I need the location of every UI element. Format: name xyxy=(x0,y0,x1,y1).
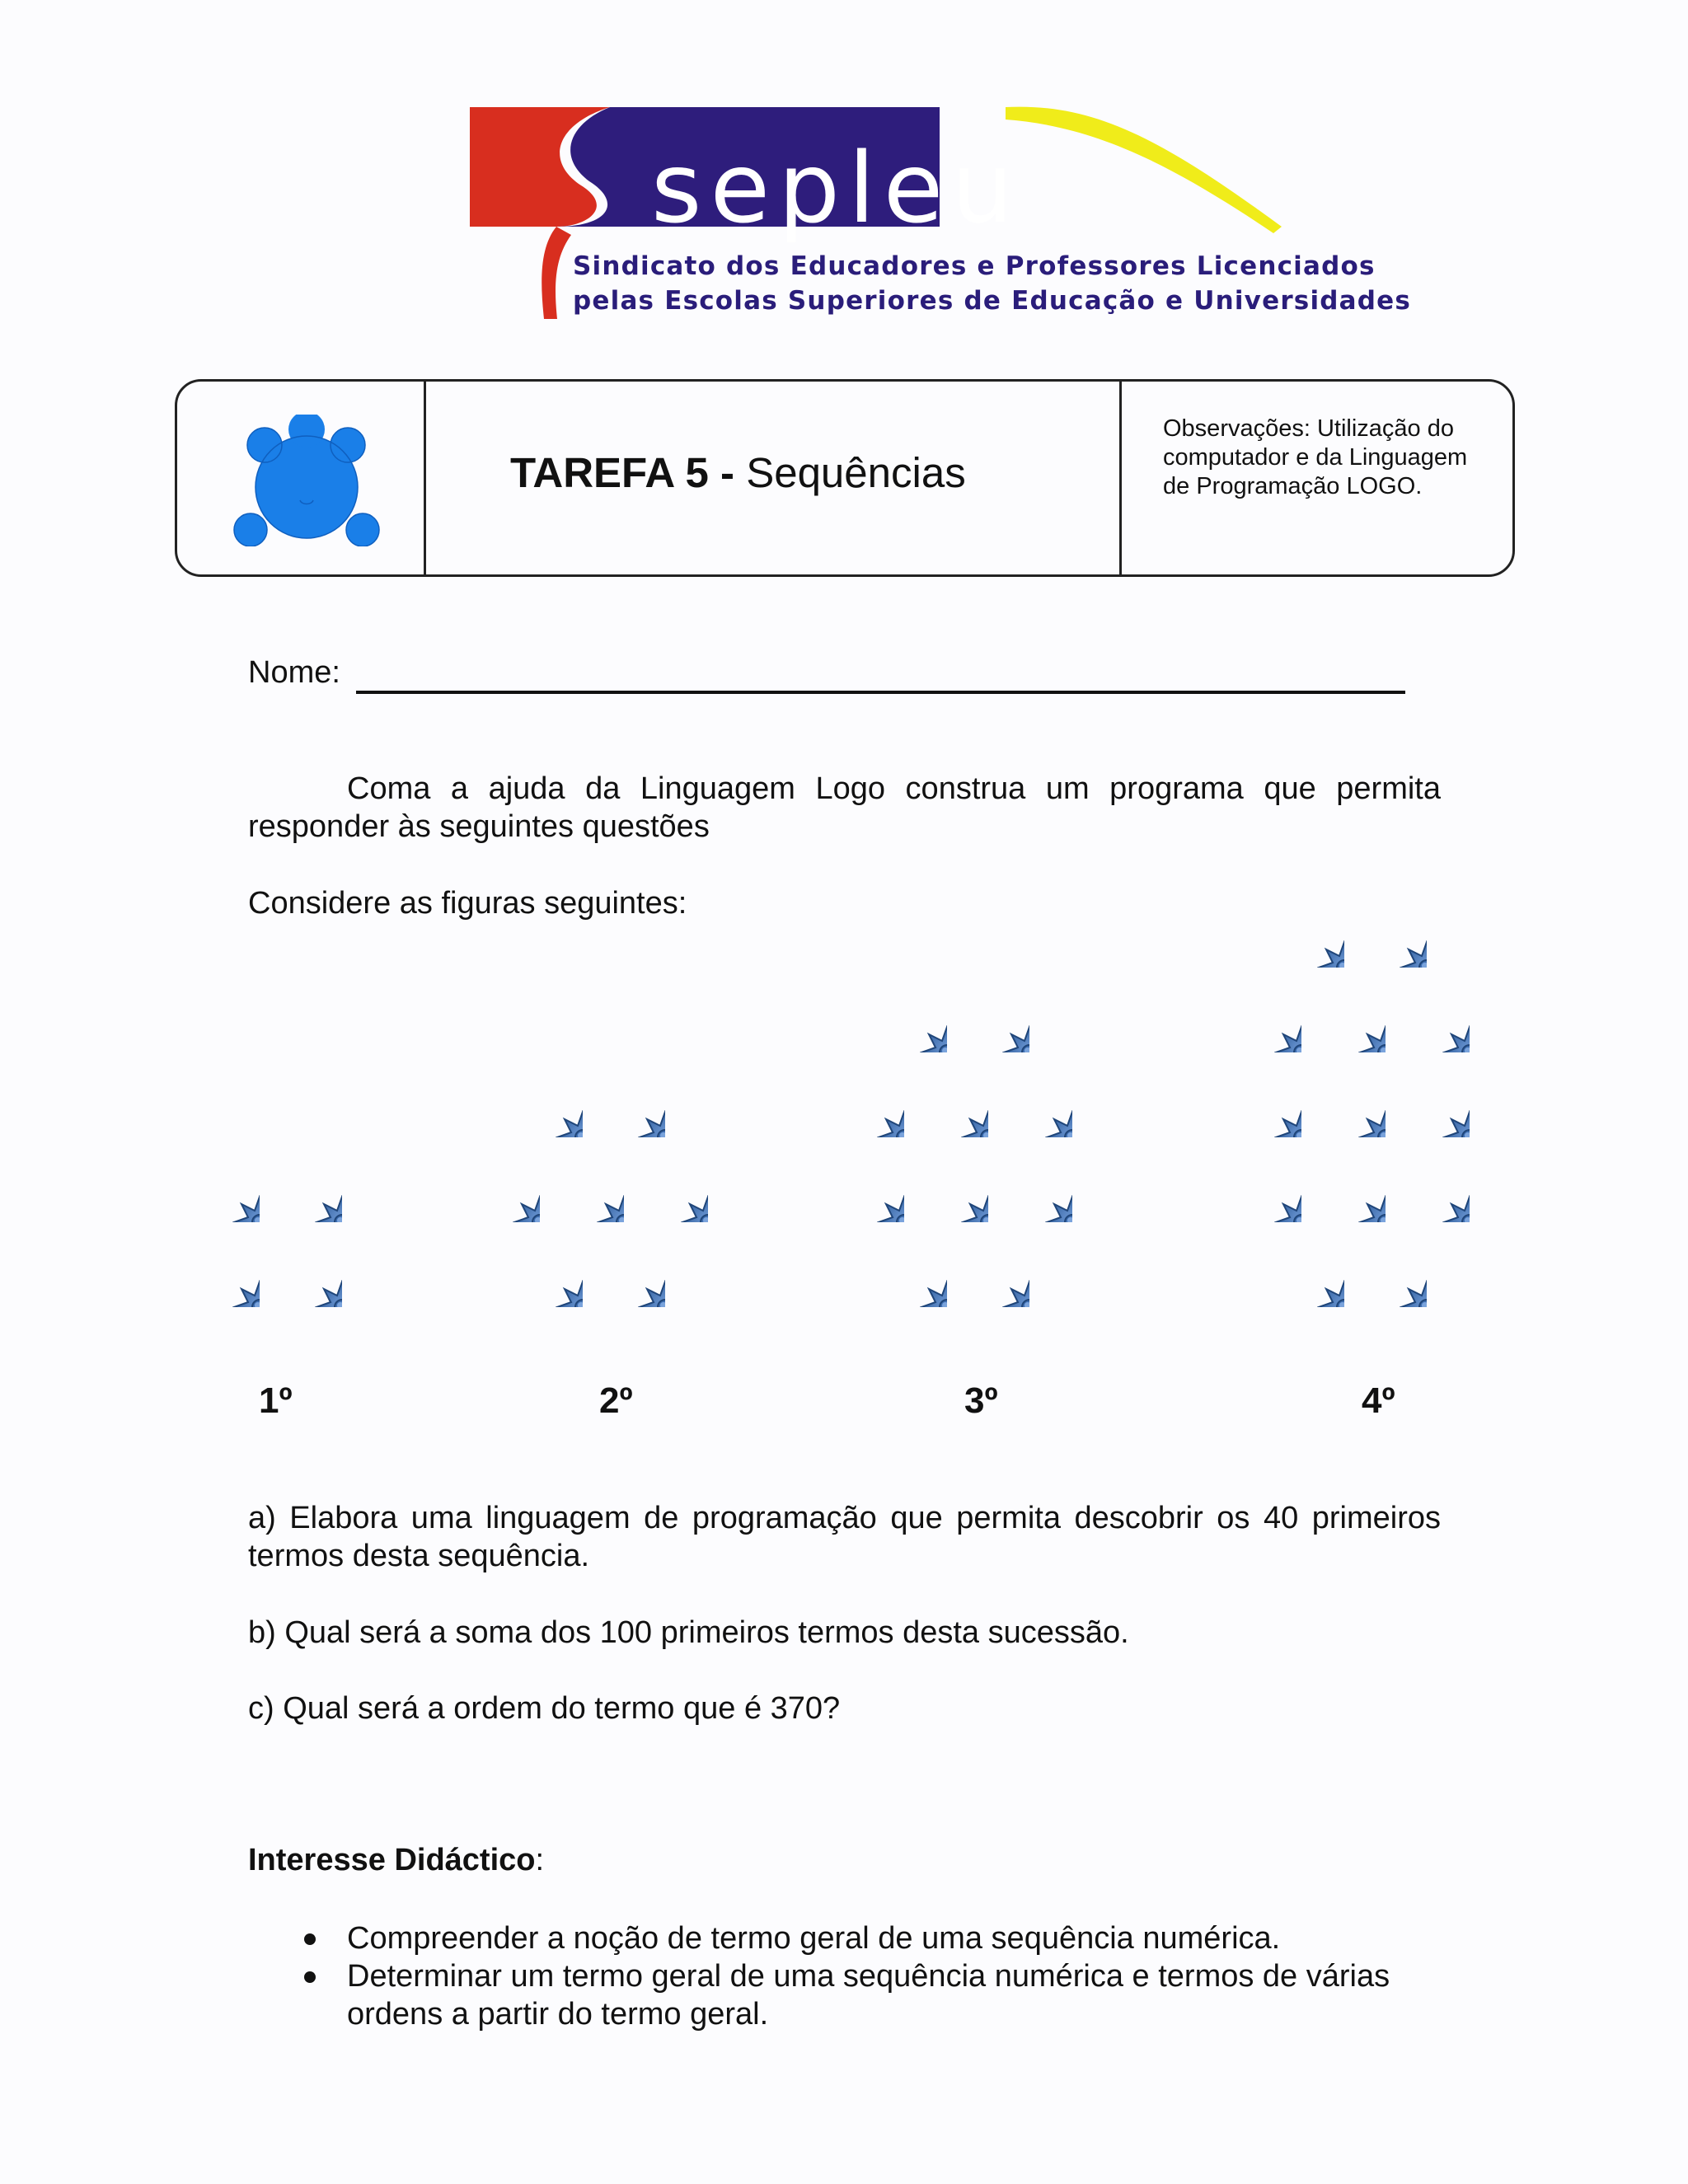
flower-icon xyxy=(1331,1168,1386,1222)
question-b: b) Qual será a soma dos 100 primeiros termos desta sucessão. xyxy=(248,1615,1129,1650)
flower-icon xyxy=(654,1168,708,1222)
consider-text: Considere as figuras seguintes: xyxy=(248,886,687,921)
flower-icon xyxy=(1372,913,1427,968)
logo-wordmark: sepleu xyxy=(651,131,1022,245)
bullet-icon xyxy=(304,1933,316,1945)
logo-tagline-1: Sindicato dos Educadores e Professores Licenciados xyxy=(573,251,1376,281)
didactic-list xyxy=(347,1919,1410,2033)
question-a: a) Elabora uma linguagem de programação que permita descobrir os 40 primeiros termos desta sequência. xyxy=(248,1501,1441,1573)
didactic-heading xyxy=(248,1841,544,1879)
observations-text: Observações: Utilização do computador e da Linguagem de Programação LOGO. xyxy=(1163,415,1468,499)
didactic-item xyxy=(347,1957,1410,2033)
flower-icon xyxy=(1415,998,1470,1052)
logo-red-stem xyxy=(542,227,571,319)
task-title xyxy=(510,448,966,497)
intro-paragraph: Coma a ajuda da Linguagem Logo construa um programa que permita responder às seguintes questões xyxy=(248,771,1441,844)
name-label: Nome: xyxy=(248,655,340,690)
figure-label-4: 4º xyxy=(1362,1380,1395,1421)
flower-icon xyxy=(975,998,1029,1052)
logo-turtle-icon xyxy=(231,415,383,546)
header-divider-left xyxy=(424,382,426,574)
name-input-line[interactable] xyxy=(356,691,1405,694)
header-divider-right xyxy=(1119,382,1122,574)
flower-icon xyxy=(1415,1083,1470,1137)
flower-icon xyxy=(1247,1083,1301,1137)
flower-icon xyxy=(1247,998,1301,1052)
logo-yellow-swoosh xyxy=(1006,107,1282,233)
flower-icon xyxy=(528,1253,583,1307)
task-subject: Sequências xyxy=(746,449,966,496)
flower-icon xyxy=(288,1168,342,1222)
didactic-colon: : xyxy=(535,1843,545,1877)
flower-icon xyxy=(528,1083,583,1137)
figure-label-3: 3º xyxy=(964,1380,998,1421)
sepleu-logo xyxy=(466,103,1412,326)
task-number: TAREFA 5 - xyxy=(510,449,735,496)
flower-icon xyxy=(205,1253,260,1307)
flower-icon xyxy=(485,1168,540,1222)
flower-icon xyxy=(850,1168,904,1222)
flower-icon xyxy=(1331,998,1386,1052)
bullet-icon xyxy=(304,1971,316,1983)
flower-icon xyxy=(611,1083,665,1137)
flower-icon xyxy=(611,1253,665,1307)
flower-icon xyxy=(1331,1083,1386,1137)
flower-icon xyxy=(1415,1168,1470,1222)
flower-icon xyxy=(934,1168,988,1222)
flower-icon xyxy=(850,1083,904,1137)
flower-icon xyxy=(1290,913,1344,968)
flower-icon xyxy=(893,998,947,1052)
flower-icon xyxy=(288,1253,342,1307)
didactic-title: Interesse Didáctico xyxy=(248,1843,536,1877)
didactic-item-text: Determinar um termo geral de uma sequência numérica e termos de várias ordens a partir do termo geral. xyxy=(347,1959,1390,2032)
flower-icon xyxy=(1247,1168,1301,1222)
question-c: c) Qual será a ordem do termo que é 370? xyxy=(248,1691,841,1726)
flower-icon xyxy=(1018,1083,1072,1137)
flower-icon xyxy=(1018,1168,1072,1222)
didactic-item-text: Compreender a noção de termo geral de uma sequência numérica. xyxy=(347,1921,1281,1956)
flower-icon xyxy=(205,1168,260,1222)
figure-label-1: 1º xyxy=(259,1380,293,1421)
flower-icon xyxy=(570,1168,624,1222)
flower-icon xyxy=(1372,1253,1427,1307)
figure-label-2: 2º xyxy=(599,1380,633,1421)
flower-icon xyxy=(934,1083,988,1137)
flower-icon xyxy=(1290,1253,1344,1307)
flower-icon xyxy=(975,1253,1029,1307)
logo-tagline-2: pelas Escolas Superiores de Educação e Universidades xyxy=(573,286,1412,316)
didactic-item xyxy=(347,1919,1410,1957)
task-header-box xyxy=(175,379,1515,577)
flower-icon xyxy=(893,1253,947,1307)
